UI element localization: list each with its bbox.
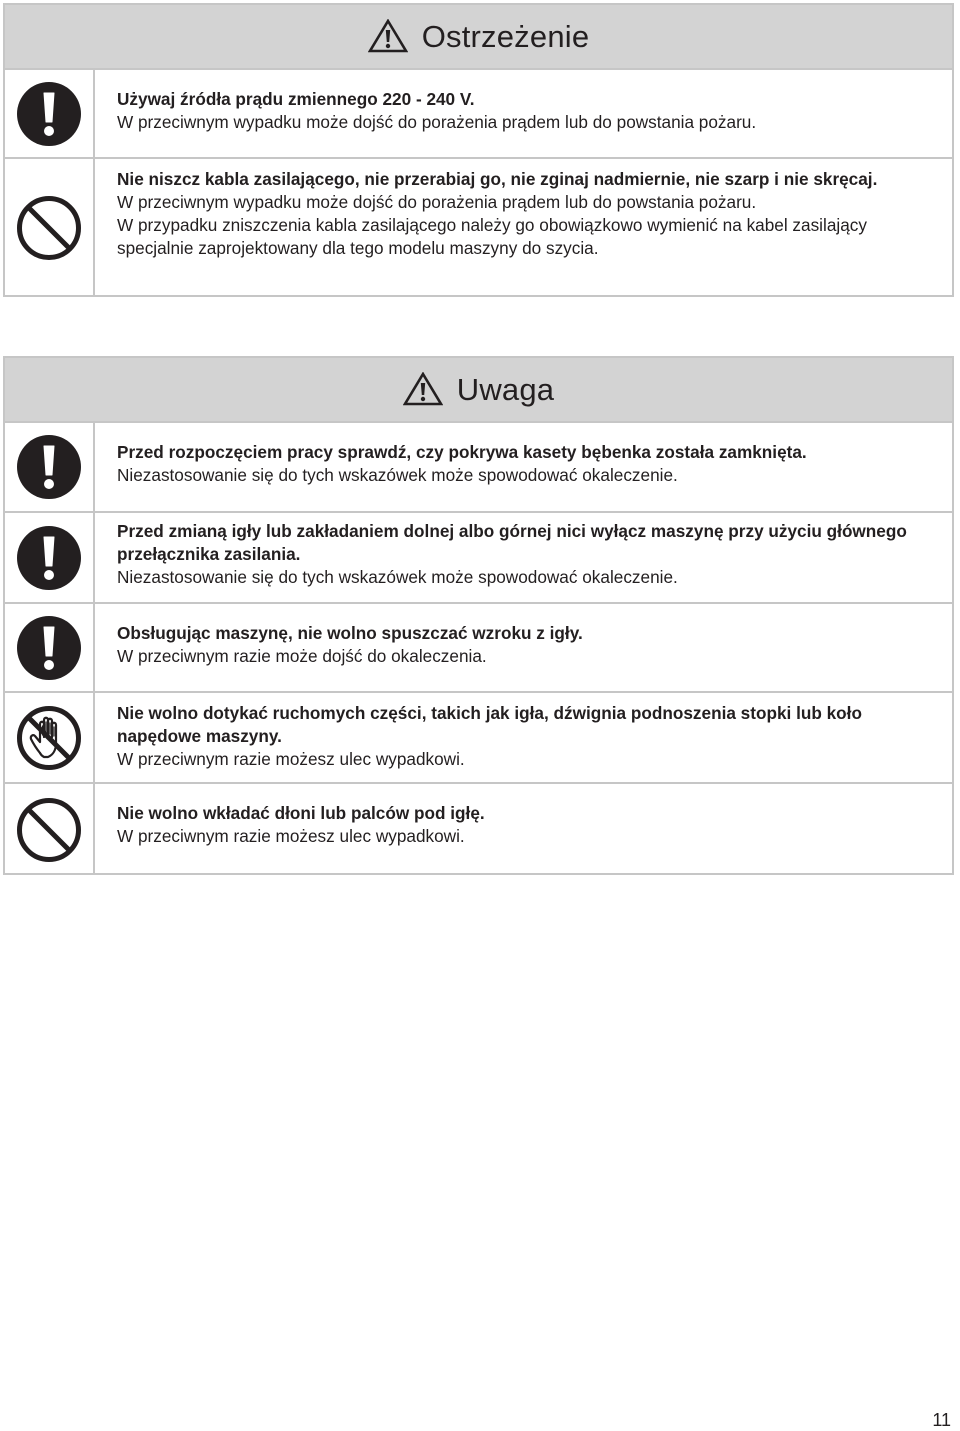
- warning-triangle-icon: [403, 372, 443, 406]
- caution-row-moving-parts: [5, 693, 952, 784]
- warning-title: Ostrzeżenie: [421, 18, 590, 54]
- caution-header: [5, 358, 952, 423]
- mandatory-exclamation-icon: [16, 434, 82, 500]
- caution-title: Uwaga: [456, 371, 555, 407]
- warning-row-power: [5, 70, 952, 159]
- caution-panel: [3, 356, 954, 875]
- caution-row-hands-under-needle: [5, 784, 952, 875]
- warning-row-cable: [5, 159, 952, 297]
- mandatory-exclamation-icon: [16, 615, 82, 681]
- caution-item-title: Obsługując maszynę, nie wolno spuszczać wzroku z igły.: [117, 623, 583, 643]
- mandatory-exclamation-icon: [16, 81, 82, 147]
- caution-item-title: Przed zmianą igły lub zakładaniem dolnej albo górnej nici wyłącz maszynę przy użyciu głównego przełącznika zasilania.: [117, 521, 907, 564]
- warning-item-title: Używaj źródła prądu zmiennego 220 - 240 V.: [117, 89, 475, 109]
- caution-item-text: W przeciwnym razie możesz ulec wypadkowi.: [117, 749, 465, 769]
- page-number: 11: [932, 1410, 951, 1430]
- prohibition-icon: [16, 195, 82, 261]
- warning-item-text: W przeciwnym wypadku może dojść do porażenia prądem lub do powstania pożaru.: [117, 112, 757, 132]
- caution-item-text: W przeciwnym razie możesz ulec wypadkowi.: [117, 826, 465, 846]
- warning-item-title: Nie niszcz kabla zasilającego, nie przerabiaj go, nie zginaj nadmiernie, nie szarp i nie skręcaj.: [117, 169, 878, 189]
- warning-item-text-extra: W przypadku zniszczenia kabla zasilającego należy go obowiązkowo wymienić na kabel zasilający specjalnie zaprojektowany dla tego modelu maszyny do szycia.: [117, 215, 867, 258]
- caution-item-title: Nie wolno dotykać ruchomych części, takich jak igła, dźwignia podnoszenia stopki lub koło napędowe maszyny.: [117, 703, 862, 746]
- mandatory-exclamation-icon: [16, 525, 82, 591]
- caution-row-watch-needle: [5, 604, 952, 693]
- caution-item-text: Niezastosowanie się do tych wskazówek może spowodować okaleczenie.: [117, 567, 678, 587]
- warning-triangle-icon: [368, 19, 408, 53]
- prohibition-icon: [16, 797, 82, 863]
- no-touch-hand-icon: [16, 705, 82, 771]
- warning-item-text: W przeciwnym wypadku może dojść do porażenia prądem lub do powstania pożaru.: [117, 192, 757, 212]
- caution-item-text: Niezastosowanie się do tych wskazówek może spowodować okaleczenie.: [117, 465, 678, 485]
- caution-item-title: Nie wolno wkładać dłoni lub palców pod igłę.: [117, 803, 485, 823]
- caution-item-title: Przed rozpoczęciem pracy sprawdź, czy pokrywa kasety bębenka została zamknięta.: [117, 442, 807, 462]
- caution-row-needle-change: [5, 513, 952, 604]
- warning-header: [5, 5, 952, 70]
- warning-panel: [3, 3, 954, 297]
- caution-item-text: W przeciwnym razie może dojść do okaleczenia.: [117, 646, 487, 666]
- caution-row-bobbin-cover: [5, 423, 952, 513]
